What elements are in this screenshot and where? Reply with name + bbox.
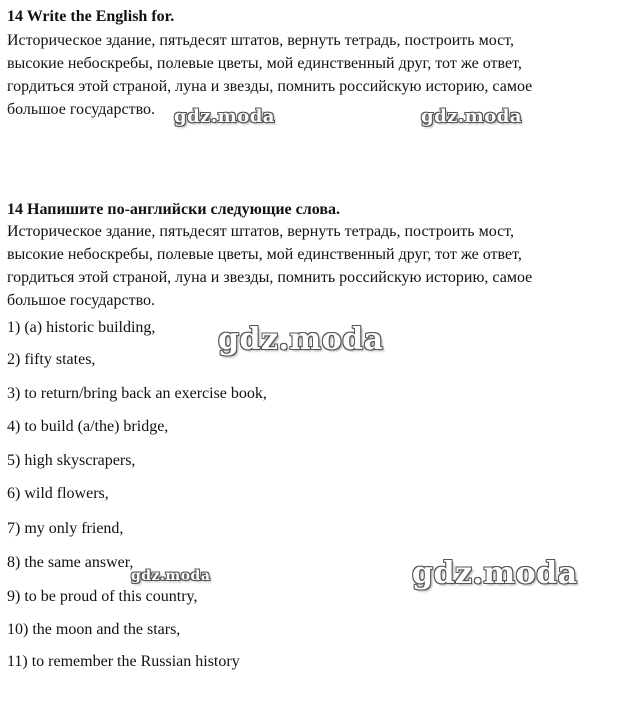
- answer-item: 1) (a) historic building,: [7, 319, 156, 336]
- section2-line: высокие небоскребы, полевые цветы, мой единственный друг, тот же ответ,: [7, 246, 522, 263]
- watermark-top-right: gdz.moda: [421, 106, 522, 127]
- watermark-middle: gdz.moda: [218, 322, 384, 357]
- answer-item: 4) to build (a/the) bridge,: [7, 418, 169, 435]
- answer-item: 5) high skyscrapers,: [7, 452, 136, 469]
- watermark-small-center: gdz.moda: [131, 568, 211, 584]
- section2-heading: 14 Напишите по-английски следующие слова.: [7, 201, 340, 218]
- watermark-top-left: gdz.moda: [174, 106, 275, 127]
- section2-paragraph: [7, 220, 612, 312]
- section2-line: Историческое здание, пятьдесят штатов, вернуть тетрадь, построить мост,: [7, 223, 514, 240]
- section1-heading: 14 Write the English for.: [7, 8, 175, 25]
- answer-item: 10) the moon and the stars,: [7, 621, 181, 638]
- section1-line: большое государство.: [7, 101, 156, 118]
- answer-item: 2) fifty states,: [7, 351, 96, 368]
- section1-line: высокие небоскребы, полевые цветы, мой единственный друг, тот же ответ,: [7, 55, 522, 72]
- answer-item: 7) my only friend,: [7, 520, 124, 537]
- answer-item: 9) to be proud of this country,: [7, 588, 198, 605]
- section1-line: Историческое здание, пятьдесят штатов, вернуть тетрадь, построить мост,: [7, 32, 514, 49]
- section1-line: гордиться этой страной, луна и звезды, помнить российскую историю, самое: [7, 78, 533, 95]
- answer-item: 6) wild flowers,: [7, 485, 109, 502]
- answer-item: 3) to return/bring back an exercise book,: [7, 385, 267, 402]
- section2-line: большое государство.: [7, 292, 156, 309]
- answer-item: 8) the same answer,: [7, 554, 134, 571]
- answer-item: 11) to remember the Russian history: [7, 653, 240, 670]
- watermark-bottom-right: gdz.moda: [412, 556, 578, 591]
- section2-line: гордиться этой страной, луна и звезды, помнить российскую историю, самое: [7, 269, 533, 286]
